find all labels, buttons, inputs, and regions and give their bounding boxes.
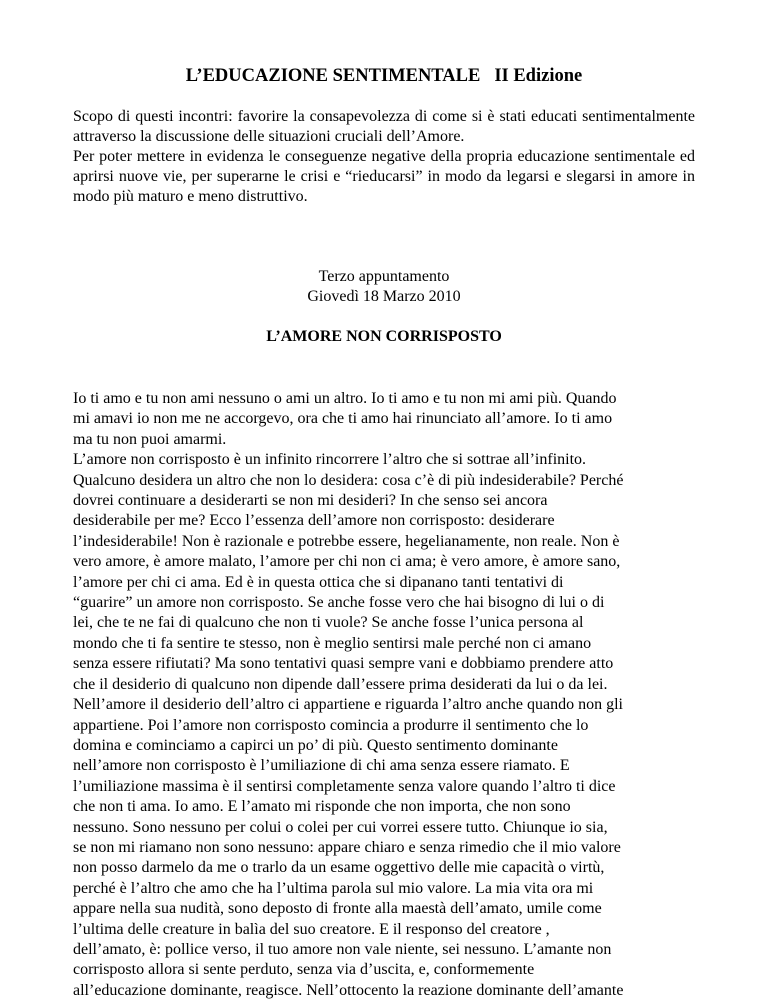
body-line: dovrei continuare a desiderarti se non mi desideri? In che senso sei ancora [73, 492, 548, 510]
document-title [73, 65, 695, 87]
body-line: ma tu non puoi amarmi. [73, 430, 227, 448]
body-line: L’amore non corrisposto è un infinito rincorrere l’altro che si sottrae all’infinito. [73, 451, 587, 469]
body-line: corrisposto allora si sente perduto, senza via d’uscita, e, conformemente [73, 961, 535, 979]
body-line: lei, che te ne fai di qualcuno che non ti vuole? Se anche fosse l’unica persona al [73, 614, 584, 632]
body-line: “guarire” un amore non corrisposto. Se anche fosse vero che hai bisogno di lui o di [73, 594, 605, 612]
body-line: Qualcuno desidera un altro che non lo desidera: cosa c’è di più indesiderabile? Perché [73, 471, 624, 489]
body-text [73, 389, 713, 1001]
meeting-info [73, 267, 695, 307]
body-line: desiderabile per me? Ecco l’essenza dell’amore non corrisposto: desiderare [73, 512, 555, 530]
body-line: nessuno. Sono nessuno per colui o colei per cui vorrei essere tutto. Chiunque io sia, [73, 818, 608, 836]
body-line: dell’amato, è: pollice verso, il tuo amore non vale niente, sei nessuno. L’amante non [73, 940, 612, 958]
body-line: vero amore, è amore malato, l’amore per chi non ci ama; è vero amore, è amore sano, [73, 553, 621, 571]
title-text: L’EDUCAZIONE SENTIMENTALE [185, 66, 481, 86]
meeting-date: Giovedì 18 Marzo 2010 [307, 288, 461, 305]
body-line: domina e cominciamo a capirci un po’ di più. Questo sentimento dominante [73, 736, 558, 754]
body-line: che il desiderio di qualcuno non dipende dall’essere prima desiderati da lui o da lei. [73, 675, 608, 693]
body-line: mondo che ti fa sentire te stesso, non è meglio sentirsi male perché non ci amano [73, 634, 592, 652]
meeting-label: Terzo appuntamento [318, 268, 450, 285]
body-line: l’umiliazione massima è il sentirsi completamente senza valore quando l’altro ti dice [73, 777, 616, 795]
body-line: l’ultima delle creature in balìa del suo creatore. E il responso del creatore , [73, 920, 550, 938]
body-line: appartiene. Poi l’amore non corrisposto comincia a produrre il sentimento che lo [73, 716, 589, 734]
body-line: che non ti ama. Io amo. E l’amato mi risponde che non importa, che non sono [73, 798, 571, 816]
body-line: appare nella sua nudità, sono deposto di fronte alla maestà dell’amato, umile come [73, 900, 602, 918]
body-line: perché è l’altro che amo che ha l’ultima parola sul mio valore. La mia vita ora mi [73, 879, 594, 897]
body-line: senza essere rifiutati? Ma sono tentativi quasi sempre vani e dobbiamo prendere atto [73, 655, 614, 673]
body-line: nell’amore non corrisposto è l’umiliazione di chi ama senza essere riamato. E [73, 757, 570, 775]
body-line: l’indesiderabile! Non è razionale e potrebbe essere, hegelianamente, non reale. Non è [73, 532, 620, 550]
body-line: mi amavi io non me ne accorgevo, ora che ti amo hai rinunciato all’amore. Io ti amo [73, 410, 613, 428]
body-line: non posso darmelo da me o trarlo da un esame oggettivo delle mie capacità o virtù, [73, 859, 605, 877]
body-line: se non mi riamano non sono nessuno: appare chiaro e senza rimedio che il mio valore [73, 838, 621, 856]
intro-section [73, 107, 695, 207]
body-line: l’amore per chi ci ama. Ed è in questa ottica che si dipanano tanti tentativi di [73, 573, 564, 591]
body-line: Io ti amo e tu non ami nessuno o ami un altro. Io ti amo e tu non mi ami più. Quando [73, 390, 617, 407]
intro-paragraph-goal: Per poter mettere in evidenza le conseguenze negative della propria educazione sentimentale ed aprirsi nuove vie, per superarne le crisi e “rieducarsi” in modo da legarsi e slegarsi in amore in modo più maturo e meno distruttivo. [73, 148, 695, 205]
intro-paragraph-purpose: Scopo di questi incontri: favorire la consapevolezza di come si è stati educati sentimentalmente attraverso la discussione delle situazioni cruciali dell’Amore. [73, 108, 695, 145]
body-line: all’educazione dominante, reagisce. Nell’ottocento la reazione dominante dell’amante [73, 981, 624, 999]
edition-label: II Edizione [494, 66, 583, 86]
section-title: L’AMORE NON CORRISPOSTO [266, 328, 502, 345]
body-line: Nell’amore il desiderio dell’altro ci appartiene e riguarda l’altro anche quando non gli [73, 696, 623, 714]
